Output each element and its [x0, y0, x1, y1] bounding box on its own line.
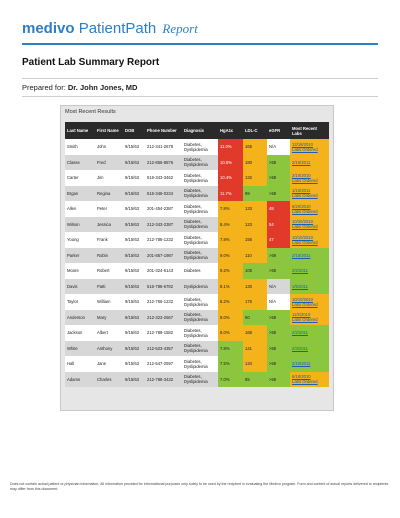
- labs-date-link[interactable]: 8/20/2010: [292, 203, 311, 209]
- dob-cell: 9/15/63: [123, 279, 145, 295]
- labs-cell: [290, 372, 329, 388]
- labs-cell: [290, 201, 329, 217]
- phone-cell: 201-857-1987: [145, 248, 182, 264]
- table-row[interactable]: [65, 186, 329, 202]
- column-header: Phone Number: [147, 128, 177, 133]
- dob-cell: 9/15/63: [123, 263, 145, 279]
- first-name-cell: Frank: [95, 232, 123, 248]
- hga1c-cell: 7.0%: [218, 372, 243, 388]
- hga1c-cell: 8.1%: [218, 279, 243, 295]
- table-row[interactable]: [65, 310, 329, 326]
- table-row[interactable]: [65, 325, 329, 341]
- diagnosis-cell: Diabetes, Dyslipidemia: [182, 325, 218, 341]
- table-row[interactable]: [65, 356, 329, 372]
- dob-cell: 9/15/63: [123, 294, 145, 310]
- prepared-for-label: Prepared for:: [22, 83, 66, 92]
- labs-cell: [290, 325, 329, 341]
- egfr-cell: N/A: [267, 294, 290, 310]
- diagnosis-cell: Diabetes, Dyslipidemia: [182, 139, 218, 155]
- table-row[interactable]: [65, 294, 329, 310]
- ldl-cell: 156: [243, 232, 267, 248]
- ldl-cell: 123: [243, 217, 267, 233]
- hga1c-cell: 7.5%: [218, 356, 243, 372]
- labs-date-link[interactable]: 2/2/2011: [292, 330, 308, 336]
- labs-ordered-link[interactable]: Labs Ordered: [292, 177, 318, 183]
- first-name-cell: Fred: [95, 155, 123, 171]
- ldl-cell: 180: [243, 155, 267, 171]
- ldl-cell: 176: [243, 294, 267, 310]
- column-header: LDL-C: [245, 128, 258, 133]
- dob-cell: 9/15/63: [123, 372, 145, 388]
- phone-cell: 212-343-2387: [145, 217, 182, 233]
- column-header: Last Name: [67, 128, 89, 133]
- hga1c-cell: 10.0%: [218, 155, 243, 171]
- egfr-cell: N/A: [267, 279, 290, 295]
- diagnosis-cell: Diabetes, Dyslipidemia: [182, 310, 218, 326]
- labs-date-link[interactable]: 6/18/2010: [292, 374, 311, 380]
- first-name-cell: Patti: [95, 279, 123, 295]
- first-name-cell: William: [95, 294, 123, 310]
- first-name-cell: Jessica: [95, 217, 123, 233]
- ldl-cell: 134: [243, 356, 267, 372]
- diagnosis-cell: Diabetes, Dyslipidemia: [182, 248, 218, 264]
- labs-date-link[interactable]: 2/10/2010: [292, 172, 311, 178]
- physician-name: Dr. John Jones, MD: [67, 83, 138, 92]
- labs-date-link[interactable]: 11/5/2010: [292, 312, 311, 318]
- report-word: Report: [162, 21, 198, 36]
- medivo-logo: [22, 20, 382, 38]
- labs-date-link[interactable]: 2/3/2011: [292, 345, 308, 351]
- phone-cell: 212-547-2597: [145, 356, 182, 372]
- hga1c-cell: 9.0%: [218, 248, 243, 264]
- labs-date-link[interactable]: 2/10/2011: [292, 361, 311, 367]
- phone-cell: 212-341-2678: [145, 139, 182, 155]
- labs-cell: [290, 170, 329, 186]
- hga1c-cell: 10.4%: [218, 170, 243, 186]
- hga1c-cell: 8.0%: [218, 325, 243, 341]
- column-header: DOB: [125, 128, 135, 133]
- phone-cell: 212-788-1582: [145, 325, 182, 341]
- phone-cell: 212-856-8876: [145, 155, 182, 171]
- labs-date-link[interactable]: 1/15/2011: [292, 188, 311, 194]
- egfr-cell: >59: [267, 372, 290, 388]
- egfr-cell: >59: [267, 186, 290, 202]
- table-row[interactable]: [65, 248, 329, 264]
- labs-cell: [290, 310, 329, 326]
- table-row[interactable]: [65, 263, 329, 279]
- last-name-cell: Allen: [65, 201, 95, 217]
- dob-cell: 9/15/63: [123, 170, 145, 186]
- results-table: [65, 122, 329, 387]
- table-row[interactable]: [65, 372, 329, 388]
- labs-cell: [290, 279, 329, 295]
- table-row[interactable]: [65, 170, 329, 186]
- ldl-cell: 110: [243, 248, 267, 264]
- ldl-cell: 133: [243, 201, 267, 217]
- column-header: Diagnosis: [184, 128, 205, 133]
- first-name-cell: Albert: [95, 325, 123, 341]
- phone-cell: 212-323-2567: [145, 310, 182, 326]
- labs-date-link[interactable]: 10/10/2010: [292, 234, 313, 240]
- table-row[interactable]: [65, 279, 329, 295]
- last-name-cell: Davis: [65, 279, 95, 295]
- last-name-cell: Moore: [65, 263, 95, 279]
- labs-cell: [290, 155, 329, 171]
- dob-cell: 9/15/63: [123, 155, 145, 171]
- phone-cell: 212-788-3432: [145, 372, 182, 388]
- table-row[interactable]: [65, 155, 329, 171]
- hga1c-cell: 7.8%: [218, 232, 243, 248]
- ldl-cell: 130: [243, 279, 267, 295]
- table-row[interactable]: [65, 232, 329, 248]
- last-name-cell: Brgan: [65, 186, 95, 202]
- column-header: HgA1c: [220, 128, 234, 133]
- phone-cell: 516-343-3462: [145, 170, 182, 186]
- ldl-cell: 165: [243, 139, 267, 155]
- labs-cell: [290, 217, 329, 233]
- dob-cell: 9/15/63: [123, 325, 145, 341]
- table-row[interactable]: [65, 201, 329, 217]
- hga1c-cell: 11.7%: [218, 186, 243, 202]
- first-name-cell: John: [95, 139, 123, 155]
- phone-cell: 201-454-2387: [145, 201, 182, 217]
- egfr-cell: >59: [267, 341, 290, 357]
- last-name-cell: Smith: [65, 139, 95, 155]
- labs-cell: [290, 341, 329, 357]
- last-name-cell: Classe: [65, 155, 95, 171]
- last-name-cell: Young: [65, 232, 95, 248]
- egfr-cell: 48: [267, 201, 290, 217]
- dob-cell: 9/15/63: [123, 341, 145, 357]
- labs-ordered-link[interactable]: Labs Ordered: [292, 317, 318, 323]
- labs-ordered-link[interactable]: Labs Ordered: [292, 193, 318, 199]
- labs-date-link[interactable]: 10/20/2010: [292, 219, 313, 225]
- dob-cell: 9/15/63: [123, 201, 145, 217]
- column-header: Most Recent Labs: [292, 125, 317, 136]
- labs-date-link[interactable]: 2/10/2011: [292, 252, 311, 258]
- last-name-cell: Hall: [65, 356, 95, 372]
- egfr-cell: 54: [267, 217, 290, 233]
- egfr-cell: 47: [267, 232, 290, 248]
- first-name-cell: Regina: [95, 186, 123, 202]
- table-header-row: [65, 122, 329, 139]
- diagnosis-cell: Diabetes, Dyslipidemia: [182, 232, 218, 248]
- phone-cell: 212-523-4357: [145, 341, 182, 357]
- egfr-cell: >59: [267, 310, 290, 326]
- hga1c-cell: 9.2%: [218, 263, 243, 279]
- labs-date-link[interactable]: 10/10/2010: [292, 296, 313, 302]
- phone-cell: 516-788-6782: [145, 279, 182, 295]
- ldl-cell: 90: [243, 310, 267, 326]
- last-name-cell: Taylor: [65, 294, 95, 310]
- first-name-cell: Anthony: [95, 341, 123, 357]
- header-rule: [22, 43, 378, 45]
- labs-ordered-link[interactable]: Labs Ordered: [292, 379, 318, 385]
- diagnosis-cell: Diabetes, Dyslipidemia: [182, 186, 218, 202]
- hga1c-cell: 8.4%: [218, 217, 243, 233]
- last-name-cell: Anderson: [65, 310, 95, 326]
- panel-title: Most Recent Results: [65, 109, 116, 115]
- labs-cell: [290, 356, 329, 372]
- ldl-cell: 105: [243, 263, 267, 279]
- table-row[interactable]: [65, 341, 329, 357]
- phone-cell: 201-324-6143: [145, 263, 182, 279]
- diagnosis-cell: Diabetes, Dyslipidemia: [182, 201, 218, 217]
- hga1c-cell: 7.8%: [218, 341, 243, 357]
- ldl-cell: 99: [243, 186, 267, 202]
- hga1c-cell: 11.0%: [218, 139, 243, 155]
- first-name-cell: Charles: [95, 372, 123, 388]
- labs-date-link[interactable]: 2/2/2011: [292, 268, 308, 274]
- column-header: First Name: [97, 128, 119, 133]
- diagnosis-cell: Diabetes, Dyslipidemia: [182, 372, 218, 388]
- egfr-cell: >59: [267, 356, 290, 372]
- ldl-cell: 132: [243, 170, 267, 186]
- labs-date-link[interactable]: 12/18/2010: [292, 141, 313, 147]
- phone-cell: 212-788-1232: [145, 232, 182, 248]
- results-panel: [60, 105, 334, 411]
- dob-cell: 9/15/63: [123, 248, 145, 264]
- diagnosis-cell: Diabetes, Dyslipidemia: [182, 294, 218, 310]
- egfr-cell: >59: [267, 248, 290, 264]
- labs-ordered-link[interactable]: Labs Ordered: [292, 224, 318, 230]
- labs-date-link[interactable]: 1/5/2011: [292, 283, 308, 289]
- first-name-cell: Robin: [95, 248, 123, 264]
- first-name-cell: Jim: [95, 170, 123, 186]
- labs-ordered-link[interactable]: Labs Ordered: [292, 301, 318, 307]
- diagnosis-cell: Dyslipidemia: [182, 279, 218, 295]
- table-row[interactable]: [65, 217, 329, 233]
- report-header: [22, 20, 382, 42]
- page-title: Patient Lab Summary Report: [22, 57, 160, 68]
- table-row[interactable]: [65, 139, 329, 155]
- diagnosis-cell: Diabetes, Dyslipidemia: [182, 356, 218, 372]
- labs-cell: [290, 232, 329, 248]
- labs-cell: [290, 186, 329, 202]
- phone-cell: 516-346-0234: [145, 186, 182, 202]
- first-name-cell: Jane: [95, 356, 123, 372]
- last-name-cell: Adams: [65, 372, 95, 388]
- prepared-for: [22, 83, 137, 92]
- product-name: PatientPath: [78, 20, 157, 37]
- egfr-cell: >59: [267, 325, 290, 341]
- divider: [22, 78, 378, 79]
- hga1c-cell: 8.2%: [218, 294, 243, 310]
- disclaimer: Does not contain actual patient or physician information. All information provided for informational purposes only solely to be used by the recipient in evaluating the Medivo program. Form and content of actual reports delivered to recipients may differ from this document.: [10, 482, 389, 491]
- last-name-cell: Jackson: [65, 325, 95, 341]
- egfr-cell: >59: [267, 155, 290, 171]
- labs-ordered-link[interactable]: Labs Ordered: [292, 146, 318, 152]
- ldl-cell: 85: [243, 372, 267, 388]
- diagnosis-cell: Diabetes, Dyslipidemia: [182, 155, 218, 171]
- egfr-cell: >59: [267, 263, 290, 279]
- brand-name: medivo: [22, 20, 75, 37]
- first-name-cell: Peter: [95, 201, 123, 217]
- dob-cell: 9/15/63: [123, 186, 145, 202]
- egfr-cell: >59: [267, 170, 290, 186]
- diagnosis-cell: Diabetes, Dyslipidemia: [182, 170, 218, 186]
- labs-cell: [290, 139, 329, 155]
- labs-date-link[interactable]: 2/15/2011: [292, 159, 311, 165]
- dob-cell: 9/15/63: [123, 232, 145, 248]
- ldl-cell: 168: [243, 325, 267, 341]
- last-name-cell: White: [65, 341, 95, 357]
- divider: [22, 96, 378, 97]
- dob-cell: 9/15/63: [123, 217, 145, 233]
- egfr-cell: N/A: [267, 139, 290, 155]
- labs-cell: [290, 294, 329, 310]
- hga1c-cell: 7.8%: [218, 201, 243, 217]
- labs-ordered-link[interactable]: Labs Ordered: [292, 208, 318, 214]
- last-name-cell: Parker: [65, 248, 95, 264]
- column-header: eGFR: [269, 128, 281, 133]
- labs-cell: [290, 248, 329, 264]
- first-name-cell: Robert: [95, 263, 123, 279]
- ldl-cell: 141: [243, 341, 267, 357]
- first-name-cell: Mary: [95, 310, 123, 326]
- dob-cell: 9/15/63: [123, 310, 145, 326]
- phone-cell: 212-766-1232: [145, 294, 182, 310]
- last-name-cell: Wilson: [65, 217, 95, 233]
- labs-cell: [290, 263, 329, 279]
- diagnosis-cell: Diabetes, Dyslipidemia: [182, 341, 218, 357]
- dob-cell: 9/15/63: [123, 356, 145, 372]
- diagnosis-cell: Diabetes, Dyslipidemia: [182, 217, 218, 233]
- last-name-cell: Carter: [65, 170, 95, 186]
- hga1c-cell: 8.0%: [218, 310, 243, 326]
- diagnosis-cell: Diabetes: [182, 263, 218, 279]
- dob-cell: 9/15/63: [123, 139, 145, 155]
- labs-ordered-link[interactable]: Labs Ordered: [292, 239, 318, 245]
